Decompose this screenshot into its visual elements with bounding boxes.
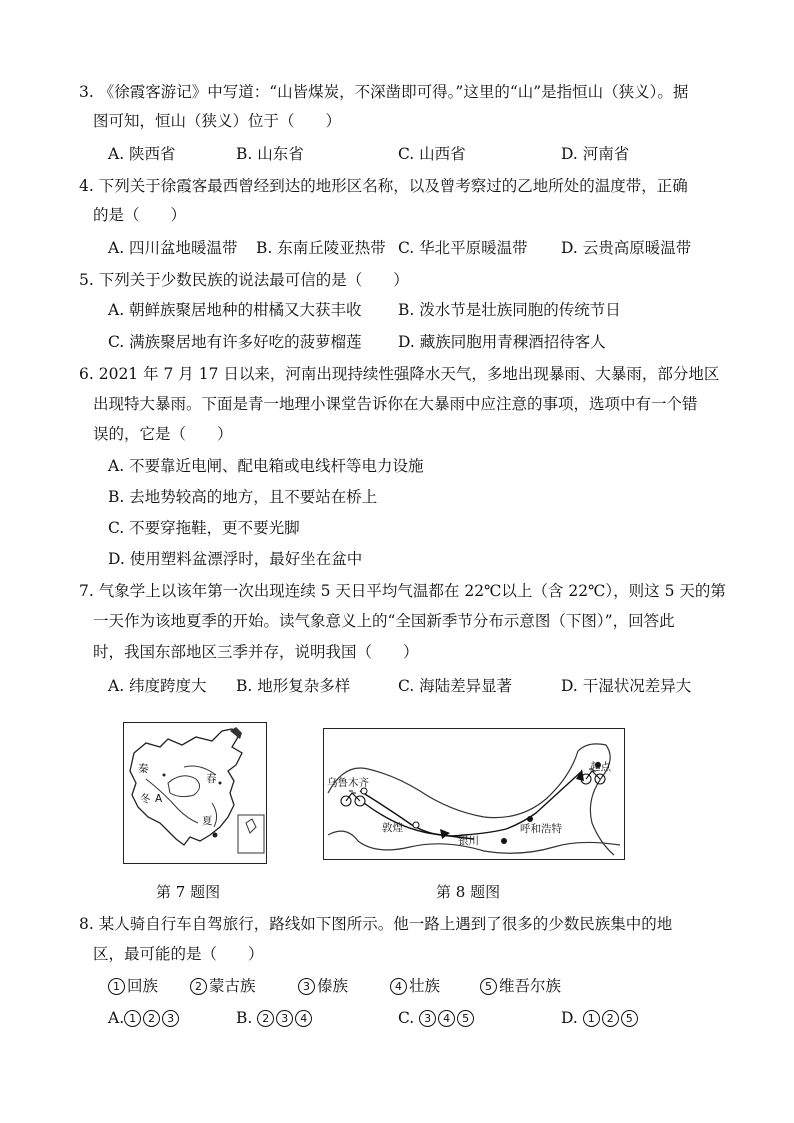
q8-stem-line1: 8. 某人骑自行车自驾旅行，路线如下图所示。他一路上遇到了很多的少数民族集中的地 [79, 915, 673, 933]
q8-option-a [108, 1008, 181, 1028]
q6-option-b: B. 去地势较高的地方，且不要站在桥上 [108, 488, 378, 506]
q7-stem-line1: 7. 气象学上以该年第一次出现连续 5 天日平均气温都在 22℃以上（含 22℃），则这 5 天的第 [79, 582, 726, 600]
circled-number: 2 [143, 1010, 160, 1027]
caption-figure-7: 第 7 题图 [156, 883, 221, 901]
q8-item-1 [108, 976, 158, 996]
q4-option-c: C. 华北平原暖温带 [398, 239, 528, 257]
option-letter: A. [108, 1009, 125, 1027]
circled-number: 3 [419, 1010, 436, 1027]
circled-number: 4 [295, 1010, 312, 1027]
ethnic-group-label: 傣族 [317, 977, 349, 995]
q3-option-b: B. 山东省 [236, 145, 304, 163]
circled-number: 4 [438, 1010, 455, 1027]
q6-option-a: A. 不要靠近电闸、配电箱或电线杆等电力设施 [108, 457, 424, 475]
option-letter: C. [398, 1009, 415, 1027]
circled-number: 5 [621, 1010, 638, 1027]
q4-option-a: A. 四川盆地暖温带 [108, 239, 238, 257]
circled-number: 1 [108, 978, 125, 995]
circled-number: 3 [162, 1010, 179, 1027]
map8-label-dunhuang: 敦煌 [382, 822, 403, 834]
circled-number: 1 [124, 1010, 141, 1027]
option-letter: D. [561, 1009, 578, 1027]
q7-option-a: A. 纬度跨度大 [108, 677, 207, 695]
q6-stem-line3: 误的，它是（ ） [93, 425, 233, 443]
q4-stem-line1: 4. 下列关于徐霞客最西曾经到达的地形区名称，以及曾考察过的乙地所处的温度带，正确 [79, 177, 688, 195]
circled-number: 2 [257, 1010, 274, 1027]
map8-label-yinchuan: 银川 [458, 835, 479, 847]
map7-label-summer: 夏 [202, 815, 213, 827]
q6-stem-line1: 6. 2021 年 7 月 17 日以来，河南出现持续性强降水天气，多地出现暴雨、大暴雨，部分地区 [79, 365, 720, 383]
q3-stem-line2: 图可知，恒山（狭义）位于（ ） [93, 112, 342, 130]
option-letter: B. [236, 1009, 253, 1027]
q5-option-b: B. 泼水节是壮族同胞的传统节日 [398, 301, 621, 319]
map7-label-autumn: 秦 [138, 763, 149, 775]
q4-stem-line2: 的是（ ） [93, 206, 187, 224]
q3-option-d: D. 河南省 [561, 145, 630, 163]
q7-stem-line2: 一天作为该地夏季的开始。读气象意义上的“全国新季节分布示意图（下图）”，回答此 [93, 612, 675, 630]
q8-route-map [323, 728, 625, 860]
q7-stem-line3: 时，我国东部地区三季并存，说明我国（ ） [93, 643, 419, 661]
circled-number: 4 [390, 978, 407, 995]
circled-number: 2 [190, 978, 207, 995]
q6-option-c: C. 不要穿拖鞋，更不要光脚 [108, 519, 300, 537]
ethnic-group-label: 蒙古族 [209, 977, 256, 995]
caption-figure-8: 第 8 题图 [436, 883, 501, 901]
q8-stem-line2: 区，最可能的是（ ） [93, 945, 264, 963]
q7-season-map [123, 722, 267, 864]
map8-label-start: 起点 [590, 761, 611, 773]
q8-option-d [561, 1008, 640, 1028]
q3-stem-line1: 3. 《徐霞客游记》中写道：“山皆煤炭，不深凿即可得。”这里的“山”是指恒山（狭义）。据 [79, 83, 689, 101]
map8-label-urumqi: 乌鲁木齐 [327, 777, 369, 789]
map8-label-hohhot: 呼和浩特 [520, 823, 562, 835]
circled-number: 3 [276, 1010, 293, 1027]
q8-item-5 [480, 976, 561, 996]
circled-number: 2 [602, 1010, 619, 1027]
q3-option-c: C. 山西省 [398, 145, 466, 163]
q5-option-d: D. 藏族同胞用青稞酒招待客人 [398, 333, 606, 351]
circled-number: 1 [583, 1010, 600, 1027]
ethnic-group-label: 壮族 [409, 977, 441, 995]
q6-option-d: D. 使用塑料盆漂浮时，最好坐在盆中 [108, 550, 363, 568]
q5-option-c: C. 满族聚居地有许多好吃的菠萝榴莲 [108, 333, 362, 351]
q5-stem: 5. 下列关于少数民族的说法最可信的是（ ） [79, 271, 409, 289]
q4-option-b: B. 东南丘陵亚热带 [256, 239, 386, 257]
q8-option-b [236, 1008, 314, 1028]
q8-item-2 [190, 976, 256, 996]
q8-item-4 [390, 976, 440, 996]
q7-option-c: C. 海陆差异显著 [398, 677, 513, 695]
q7-option-d: D. 干湿状况差异大 [561, 677, 692, 695]
circled-number: 3 [298, 978, 315, 995]
q7-option-b: B. 地形复杂多样 [236, 677, 351, 695]
q8-item-3 [298, 976, 348, 996]
q4-option-d: D. 云贵高原暖温带 [561, 239, 692, 257]
q8-option-c [398, 1008, 476, 1028]
q3-option-a: A. 陕西省 [108, 145, 176, 163]
q6-stem-line2: 出现特大暴雨。下面是青一地理小课堂告诉你在大暴雨中应注意的事项，选项中有一个错 [93, 395, 698, 413]
map7-label-winter: 冬 [140, 793, 151, 805]
map7-label-spring: 春 [206, 773, 217, 785]
ethnic-group-label: 回族 [127, 977, 159, 995]
map7-label-a: A [155, 793, 163, 805]
circled-number: 5 [457, 1010, 474, 1027]
ethnic-group-label: 维吾尔族 [499, 977, 562, 995]
q5-option-a: A. 朝鲜族聚居地种的柑橘又大获丰收 [108, 301, 362, 319]
circled-number: 5 [480, 978, 497, 995]
